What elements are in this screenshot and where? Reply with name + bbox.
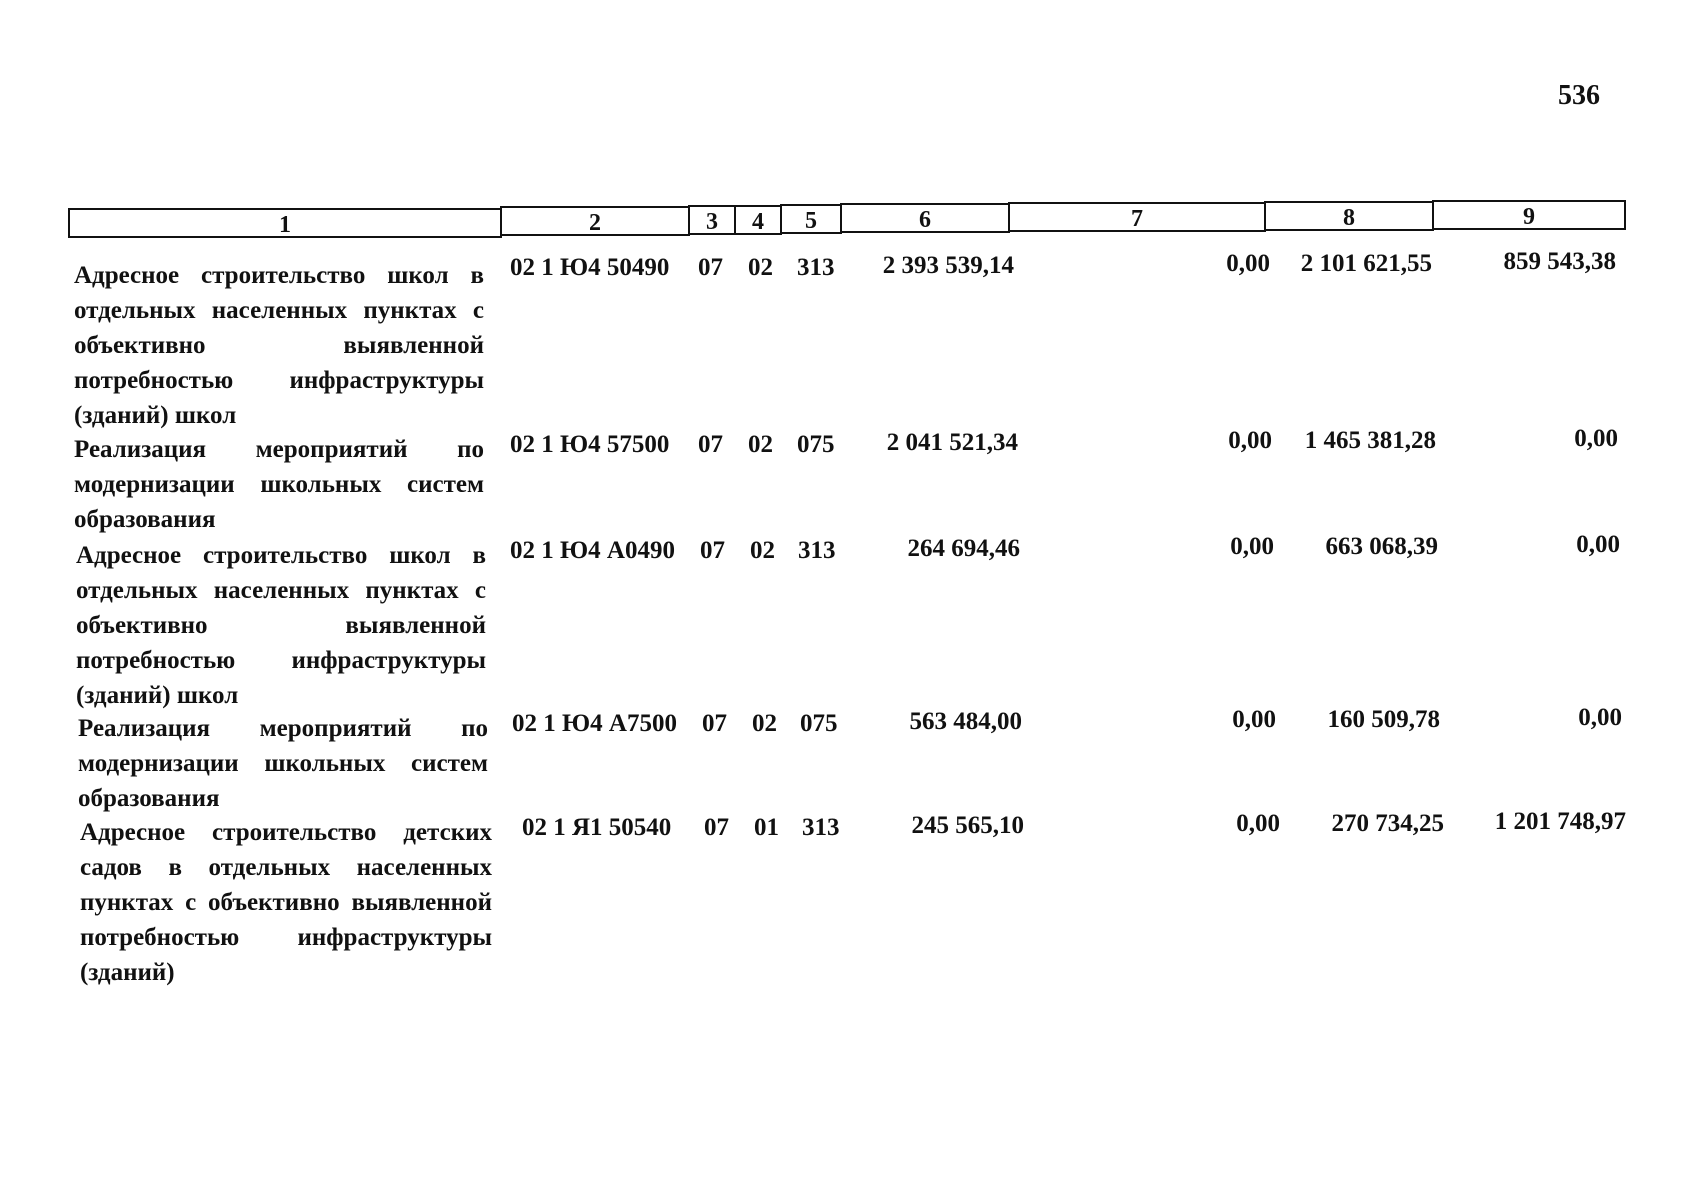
row-col5: 313 [797,254,835,281]
row-col4: 02 [748,431,773,458]
row-col8: 663 068,39 [1325,533,1438,560]
row-col5: 075 [797,431,835,458]
row-code: 02 1 Ю4 50490 [510,254,670,281]
row-col4: 02 [752,710,777,737]
header-cell-6: 6 [840,203,1010,233]
header-cell-4: 4 [734,205,782,235]
row-col4: 02 [748,254,773,281]
row-col7: 0,00 [1236,810,1280,837]
row-col8: 160 509,78 [1327,706,1440,733]
row-col9: 0,00 [1576,531,1620,558]
row-col6: 2 393 539,14 [882,252,1014,279]
row-code: 02 1 Ю4 57500 [510,431,670,458]
page-number: 536 [1558,80,1600,111]
header-cell-2: 2 [500,206,690,236]
row-col8: 270 734,25 [1331,810,1444,837]
row-col9: 859 543,38 [1503,248,1616,275]
row-col7: 0,00 [1232,706,1276,733]
row-col9: 1 201 748,97 [1494,808,1626,835]
row-col3: 07 [704,814,729,841]
row-col6: 264 694,46 [907,535,1020,562]
row-col6: 245 565,10 [911,812,1024,839]
row-code: 02 1 Я1 50540 [522,814,672,841]
row-col8: 2 101 621,55 [1300,250,1432,277]
row-col9: 0,00 [1574,425,1618,452]
header-cell-5: 5 [780,204,842,234]
row-description: Адресное строительство детских садов в отдельных населенных пунктах с объективно выявленной потребностью инфраструктуры (зданий) [80,819,492,986]
header-cell-7: 7 [1008,202,1266,232]
row-col5: 075 [800,710,838,737]
row-col3: 07 [698,254,723,281]
row-col5: 313 [802,814,840,841]
row-col6: 2 041 521,34 [886,429,1018,456]
row-col4: 01 [754,814,779,841]
row-col3: 07 [702,710,727,737]
row-col3: 07 [698,431,723,458]
header-cell-8: 8 [1264,201,1434,231]
row-col7: 0,00 [1230,533,1274,560]
row-col9: 0,00 [1578,704,1622,731]
row-description: Реализация мероприятий по модернизации школьных систем образования [78,715,488,812]
header-cell-3: 3 [688,205,736,235]
row-code: 02 1 Ю4 А0490 [510,537,675,564]
row-col4: 02 [750,537,775,564]
row-code: 02 1 Ю4 А7500 [512,710,677,737]
row-col6: 563 484,00 [909,708,1022,735]
row-col7: 0,00 [1226,250,1270,277]
header-cell-9: 9 [1432,200,1626,230]
row-col8: 1 465 381,28 [1304,427,1436,454]
header-cell-1: 1 [68,208,502,238]
row-col5: 313 [798,537,836,564]
row-description: Адресное строительство школ в отдельных населенных пунктах с объективно выявленной потребностью инфраструктуры (зданий) школ [76,542,486,709]
row-col3: 07 [700,537,725,564]
row-col7: 0,00 [1228,427,1272,454]
row-description: Адресное строительство школ в отдельных населенных пунктах с объективно выявленной потребностью инфраструктуры (зданий) школ [74,262,484,429]
row-description: Реализация мероприятий по модернизации школьных систем образования [74,436,484,533]
